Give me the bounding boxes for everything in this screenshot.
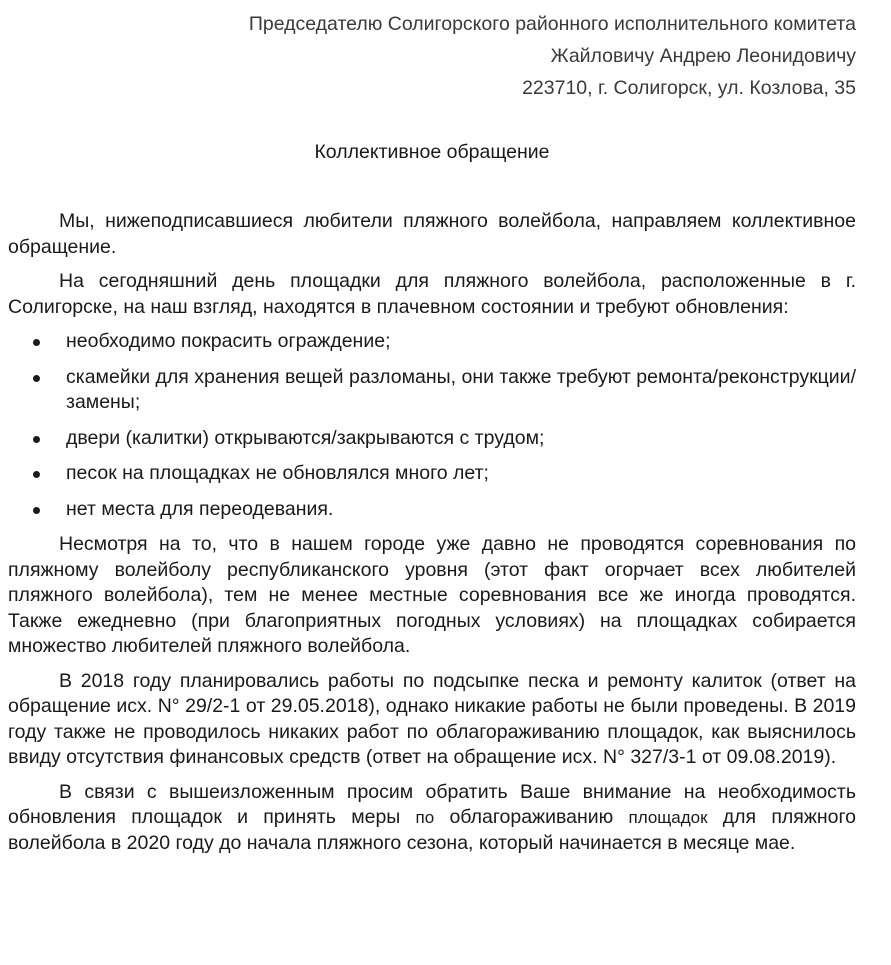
paragraph-request [8, 780, 856, 857]
list-item-text: двери (калитки) открываются/закрываются с трудом; [66, 426, 545, 449]
list-item [8, 461, 856, 487]
document-body [8, 209, 856, 856]
addressee-block [8, 8, 856, 104]
list-item [8, 365, 856, 416]
document-page [8, 8, 856, 865]
request-text-small: по [415, 808, 435, 827]
bullet-icon [33, 375, 40, 382]
list-item [8, 497, 856, 523]
list-item-text: необходимо покрасить ограждение; [66, 330, 391, 352]
issues-list [8, 329, 856, 522]
list-item-text: нет места для переодевания. [66, 497, 334, 520]
addressee-name: Жайловичу Андрею Леонидовичу [550, 45, 856, 67]
list-item-text: скамейки для хранения вещей разломаны, они также требуют ремонта/реконструкции/замены; [66, 365, 856, 413]
addressee-position: Председателю Солигорского районного исполнительного комитета [248, 13, 856, 35]
paragraph-competitions: Несмотря на то, что в нашем городе уже давно не проводятся соревнования по пляжному волейболу республиканского уровня (этот факт огорчает всех любителей пляжного волейбола), тем не менее местные соревнования все же иногда проводятся. Также ежедневно (при благоприятных погодных условиях) на площадках собирается множество любителей пляжного волейбола. [8, 533, 856, 657]
bullet-icon [33, 436, 40, 443]
list-item-text: песок на площадках не обновлялся много лет; [66, 462, 489, 484]
paragraph-history: В 2018 году планировались работы по подсыпке песка и ремонту калиток (ответ на обращение исх. N° 29/2-1 от 29.05.2018), однако никакие работы не были проведены. В 2019 году также не проводилось никаких работ по облагораживанию площадок, как выяснилось ввиду отсутствия финансовых средств (ответ на обращение исх. N° 327/3-1 от 09.08.2019). [8, 669, 856, 768]
request-text-start: В связи с вышеизложенным просим обратить Ваше внимание на необходимость обновления площадок и принять меры [8, 780, 856, 828]
bullet-icon [33, 507, 40, 514]
request-text-small: площадок [628, 808, 708, 827]
list-item [8, 426, 856, 452]
request-text-end: для пляжного волейбола в 2020 году до начала пляжного сезона, который начинается в месяце мае. [8, 806, 857, 854]
list-item [8, 329, 856, 355]
request-text-mid: облагораживанию [434, 806, 629, 828]
paragraph-intro: Мы, нижеподписавшиеся любители пляжного волейбола, направляем коллективное обращение. [8, 210, 856, 258]
bullet-icon [33, 339, 40, 346]
document-title: Коллективное обращение [314, 141, 550, 163]
addressee-address: 223710, г. Солигорск, ул. Козлова, 35 [522, 77, 856, 99]
paragraph-condition: На сегодняшний день площадки для пляжного волейбола, расположенные в г. Солигорске, на наш взгляд, находятся в плачевном состоянии и требуют обновления: [8, 270, 856, 318]
bullet-icon [33, 471, 40, 478]
